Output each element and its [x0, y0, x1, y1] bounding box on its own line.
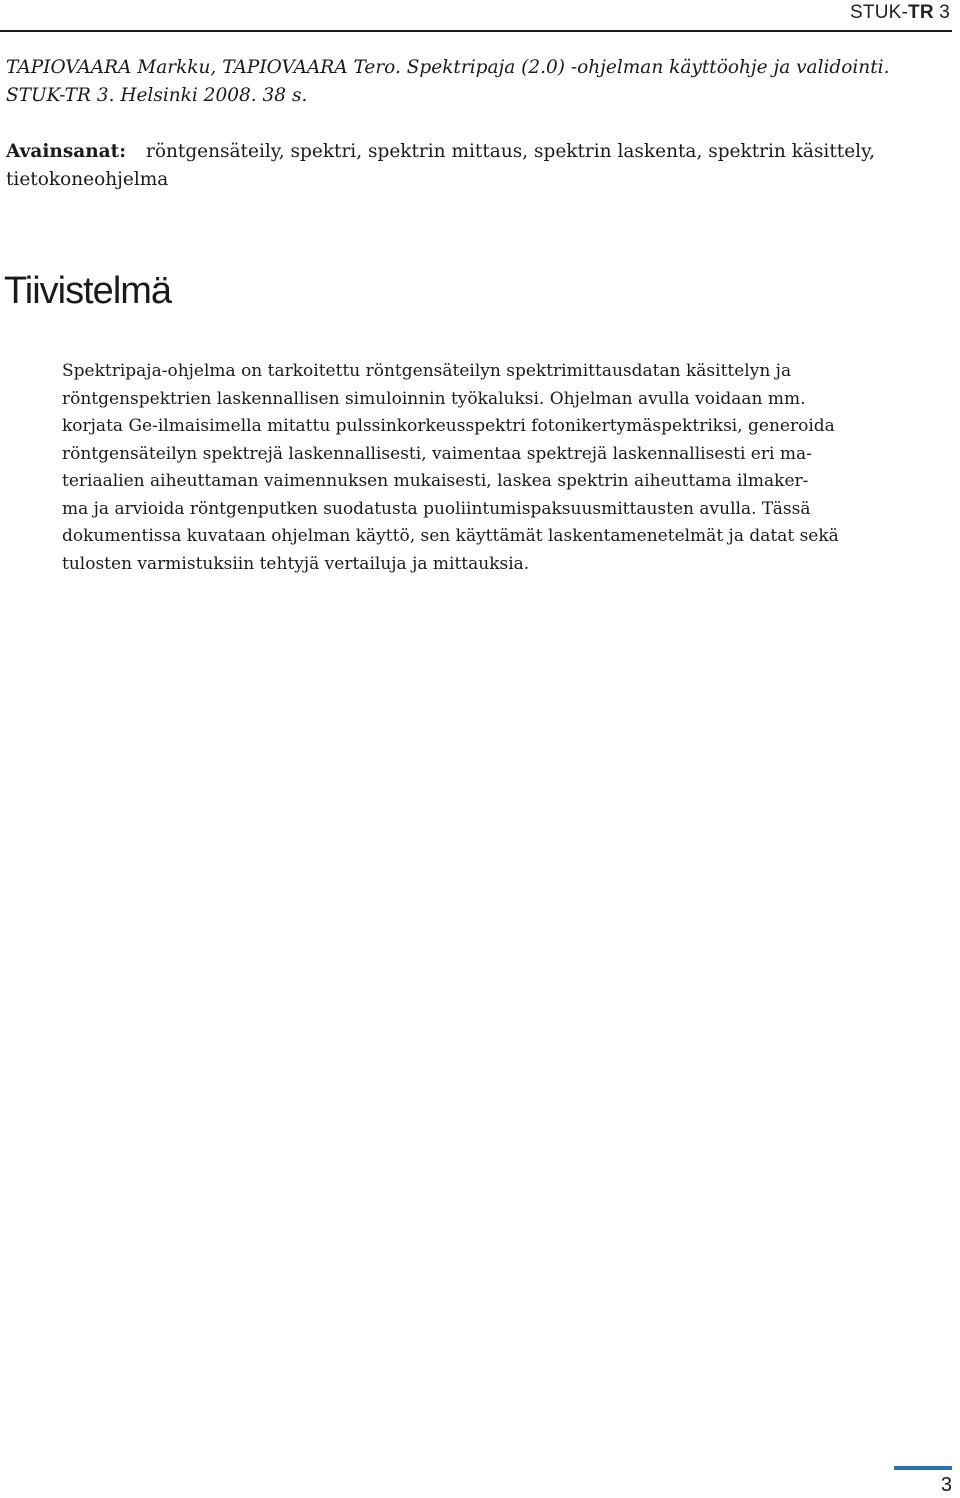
summary-line: ma ja arvioida röntgenputken suodatusta puoliintumispaksuusmittausten avulla. Tässä: [62, 498, 811, 519]
series-number: 3: [933, 2, 950, 23]
summary-paragraph: [62, 358, 912, 578]
header-divider: [0, 30, 952, 32]
keywords-block: [6, 138, 936, 194]
summary-line: tulosten varmistuksiin tehtyjä vertailuja ja mittauksia.: [62, 553, 530, 574]
keywords-label: Avainsanat:: [6, 141, 127, 162]
keywords-continuation: tietokoneohjelma: [6, 169, 169, 190]
series-prefix: STUK-: [850, 2, 909, 23]
summary-line: Spektripaja-ohjelma on tarkoitettu röntgensäteilyn spektrimittausdatan käsittelyn ja: [62, 361, 792, 381]
series-code: TR: [908, 2, 934, 23]
report-series-label: [850, 2, 950, 24]
summary-line: teriaalien aiheuttaman vaimennuksen mukaisesti, laskea spektrin aiheuttama ilmaker-: [62, 471, 809, 491]
footer-accent-bar: [894, 1466, 952, 1470]
keywords-text: röntgensäteily, spektri, spektrin mittaus, spektrin laskenta, spektrin käsittely,: [146, 141, 875, 162]
summary-line: röntgensäteilyn spektrejä laskennallisesti, vaimentaa spektrejä laskennallisesti eri ma-: [62, 443, 812, 464]
summary-line: röntgenspektrien laskennallisen simuloinnin työkaluksi. Ohjelman avulla voidaan mm.: [62, 388, 806, 409]
citation-line-2: STUK-TR 3. Helsinki 2008. 38 s.: [6, 85, 308, 106]
bibliographic-citation: [6, 54, 936, 110]
citation-line-1: TAPIOVAARA Markku, TAPIOVAARA Tero. Spektripaja (2.0) -ohjelman käyttöohje ja validointi.: [6, 57, 890, 78]
page-number: 3: [940, 1474, 952, 1496]
summary-line: korjata Ge-ilmaisimella mitattu pulssinkorkeusspektri fotonikertymäspektriksi, generoida: [62, 416, 835, 436]
summary-title: Tiivistelmä: [4, 270, 172, 312]
summary-line: dokumentissa kuvataan ohjelman käyttö, sen käyttämät laskentamenetelmät ja datat sekä: [62, 526, 839, 546]
